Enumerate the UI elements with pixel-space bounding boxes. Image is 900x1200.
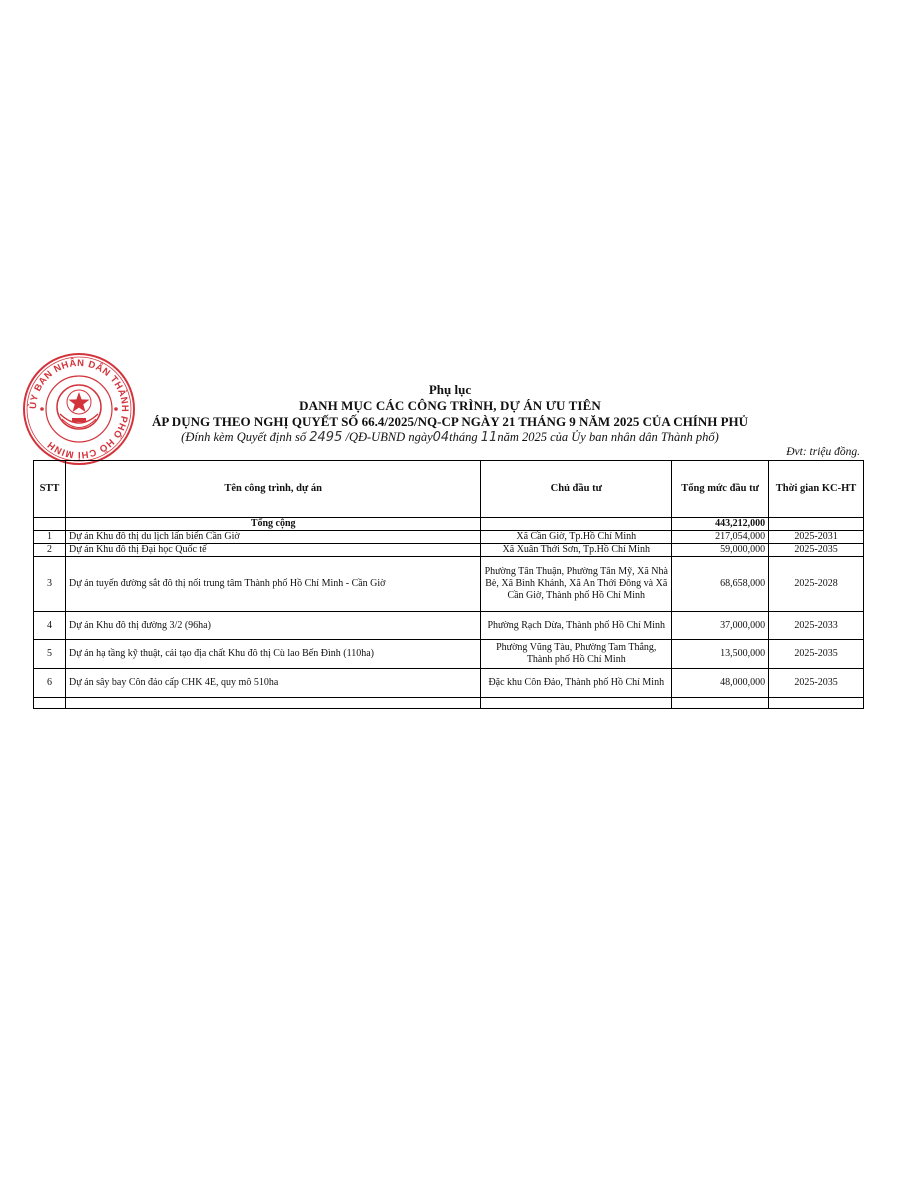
subtitle-text-2: /QĐ-UBND ngày: [345, 430, 433, 444]
empty-cell: [65, 698, 480, 709]
row-time: 2025-2035: [769, 640, 864, 669]
row-stt: 2: [34, 544, 66, 557]
row-total: 217,054,000: [672, 531, 769, 544]
row-stt: 6: [34, 669, 66, 698]
row-owner: Phường Vũng Tàu, Phường Tam Thắng, Thành phố Hồ Chí Minh: [481, 640, 672, 669]
table-row: [34, 669, 864, 698]
row-owner: Phường Tân Thuận, Phường Tân Mỹ, Xã Nhà Bè, Xã Bình Khánh, Xã An Thới Đông và Xã Cần Giờ, Thành phố Hồ Chí Minh: [481, 557, 672, 612]
subtitle-text-1: (Đính kèm Quyết định số: [181, 430, 307, 444]
empty-cell: [769, 698, 864, 709]
row-total: 48,000,000: [672, 669, 769, 698]
decision-month: 11: [480, 430, 498, 445]
table-row: [34, 557, 864, 612]
table-row: [34, 612, 864, 640]
row-time: 2025-2031: [769, 531, 864, 544]
header-owner: Chủ đầu tư: [481, 461, 672, 518]
row-stt: 1: [34, 531, 66, 544]
row-stt: 4: [34, 612, 66, 640]
row-time: 2025-2035: [769, 669, 864, 698]
row-name: Dự án tuyến đường sắt đô thị nối trung tâm Thành phố Hồ Chí Minh - Cần Giờ: [65, 557, 480, 612]
row-owner: Xã Cần Giờ, Tp.Hồ Chí Minh: [481, 531, 672, 544]
svg-text:ỦY BAN NHÂN DÂN THÀNH PHỐ HỒ C: ỦY BAN NHÂN DÂN THÀNH PHỐ HỒ CHÍ MINH: [27, 357, 131, 461]
row-total: 13,500,000: [672, 640, 769, 669]
row-time: 2025-2028: [769, 557, 864, 612]
row-total: 37,000,000: [672, 612, 769, 640]
row-time: 2025-2035: [769, 544, 864, 557]
empty-cell: [34, 698, 66, 709]
row-name: Dự án hạ tầng kỹ thuật, cải tạo địa chất Khu đô thị Cù lao Bến Đình (110ha): [65, 640, 480, 669]
row-stt: 3: [34, 557, 66, 612]
decision-day: 04: [432, 430, 450, 445]
total-label: Tổng cộng: [65, 518, 480, 531]
total-owner: [481, 518, 672, 531]
total-row: [34, 518, 864, 531]
row-name: Dự án Khu đô thị Đại học Quốc tế: [65, 544, 480, 557]
row-stt: 5: [34, 640, 66, 669]
row-name: Dự án Khu đô thị đường 3/2 (96ha): [65, 612, 480, 640]
table-row: [34, 640, 864, 669]
empty-cell: [481, 698, 672, 709]
row-name: Dự án Khu đô thị du lịch lấn biển Cần Giờ: [65, 531, 480, 544]
row-total: 59,000,000: [672, 544, 769, 557]
unit-note: Đvt: triệu đồng.: [786, 446, 860, 458]
total-time: [769, 518, 864, 531]
resolution-heading: ÁP DỤNG THEO NGHỊ QUYẾT SỐ 66.4/2025/NQ-CP NGÀY 21 THÁNG 9 NĂM 2025 CỦA CHÍNH PHỦ: [151, 414, 749, 429]
row-owner: Xã Xuân Thới Sơn, Tp.Hồ Chí Minh: [481, 544, 672, 557]
total-value: 443,212,000: [672, 518, 769, 531]
row-name: Dự án sây bay Côn đảo cấp CHK 4E, quy mô 510ha: [65, 669, 480, 698]
header-stt: STT: [34, 461, 66, 518]
list-heading: DANH MỤC CÁC CÔNG TRÌNH, DỰ ÁN ƯU TIÊN: [299, 398, 601, 413]
total-stt: [34, 518, 66, 531]
row-time: 2025-2033: [769, 612, 864, 640]
header-total: Tổng mức đầu tư: [672, 461, 769, 518]
subtitle-text-4: năm 2025 của Ủy ban nhân dân Thành phố): [497, 430, 719, 444]
header-time: Thời gian KC-HT: [769, 461, 864, 518]
decision-number: 2495: [309, 430, 343, 445]
table-row: [34, 544, 864, 557]
table-header-row: [34, 461, 864, 518]
appendix-title: Phụ lục: [428, 382, 472, 397]
subtitle-text-3: tháng: [449, 430, 478, 444]
empty-row: [34, 698, 864, 709]
projects-table: [33, 460, 864, 709]
row-owner: Đặc khu Côn Đảo, Thành phố Hồ Chí Minh: [481, 669, 672, 698]
row-total: 68,658,000: [672, 557, 769, 612]
header-name: Tên công trình, dự án: [65, 461, 480, 518]
table-row: [34, 531, 864, 544]
decision-reference: [0, 430, 900, 445]
row-owner: Phường Rạch Dừa, Thành phố Hồ Chí Minh: [481, 612, 672, 640]
empty-cell: [672, 698, 769, 709]
